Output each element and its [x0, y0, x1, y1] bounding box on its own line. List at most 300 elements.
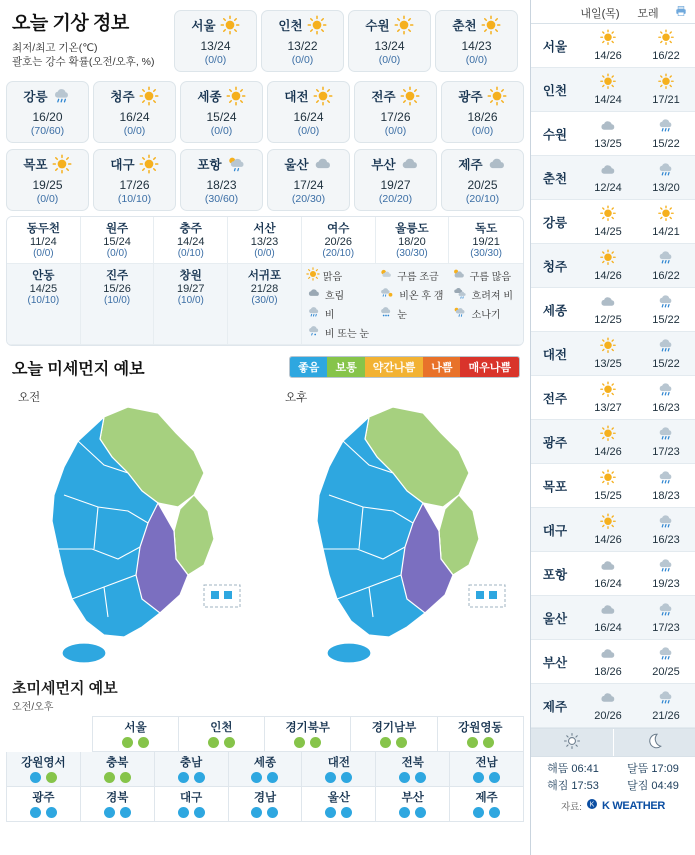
city-card[interactable] [354, 149, 437, 211]
pm-dot [120, 772, 131, 783]
tomorrow-cell [579, 381, 637, 414]
region-name: 대구 [180, 792, 203, 805]
forecast-row [531, 464, 695, 508]
region-name: 강원영서 [21, 757, 66, 770]
am-dot [399, 807, 410, 818]
today-city-row-1 [168, 10, 524, 72]
region-prob: (0/0) [254, 248, 275, 260]
city-name: 울산 [542, 611, 568, 626]
region-prob: (0/10) [177, 248, 204, 260]
city-temp: 16/24 [293, 110, 324, 125]
temp: 16/22 [652, 50, 680, 63]
sunny-icon [139, 86, 159, 110]
temp: 13/20 [652, 182, 680, 195]
am-dot [30, 807, 41, 818]
tomorrow-cell [579, 557, 637, 590]
tomorrow-cell [579, 161, 637, 194]
region-name: 인천 [210, 722, 233, 735]
legend-label: 비온 후 갬 [399, 291, 444, 303]
regional-forecast-table [6, 216, 524, 346]
dayafter-cell [637, 557, 695, 590]
region-temp: 20/26 [324, 236, 352, 249]
legend-label: 비 [324, 310, 335, 322]
forecast-row [531, 420, 695, 464]
region-prob: (10/10) [27, 295, 60, 307]
temp: 15/22 [652, 138, 680, 151]
region-name: 강원영동 [458, 722, 503, 735]
temp: 16/22 [652, 270, 680, 283]
city-card[interactable] [267, 149, 350, 211]
svg-text:K: K [589, 801, 595, 809]
dayafter-cell [637, 469, 695, 502]
legend-label: 흐려져 비 [471, 291, 514, 303]
rain-icon [656, 652, 676, 666]
scale-normal: 보통 [327, 357, 364, 377]
dayafter-cell [637, 645, 695, 678]
tomorrow-cell [579, 601, 637, 634]
ultrafine-row-3 [6, 787, 524, 822]
sunny-icon [313, 86, 333, 110]
city-name: 서울 [542, 39, 568, 54]
city-name: 청주 [542, 259, 568, 274]
korea-map-pm-svg [273, 399, 523, 671]
city-name: 강릉 [23, 90, 48, 105]
ultrafine-cell [302, 752, 376, 787]
city-name: 목포 [23, 158, 48, 173]
dayafter-cell [637, 29, 695, 62]
ultrafine-row-1 [6, 716, 524, 752]
sunrise-value: 06:41 [571, 763, 599, 775]
two-day-forecast-list [531, 23, 695, 728]
temp: 20/25 [652, 666, 680, 679]
weather-icon-legend [302, 264, 523, 345]
dust-title: 오늘 미세먼지 예보 [12, 361, 145, 379]
city-temp: 17/26 [119, 178, 150, 193]
ultrafine-cell [376, 787, 450, 822]
ultrafine-cell [179, 716, 265, 752]
forecast-row [531, 156, 695, 200]
city-card[interactable] [6, 149, 89, 211]
table-cell [81, 264, 155, 345]
city-name: 대전 [542, 347, 568, 362]
region-temp: 15/26 [103, 283, 131, 296]
city-name: 세종 [542, 303, 568, 318]
sunny-icon [306, 267, 320, 284]
city-prob: (20/10) [465, 193, 500, 206]
legend-item [378, 286, 446, 303]
am-dot [208, 737, 219, 748]
city-name: 수원 [365, 19, 390, 34]
forecast-row [531, 508, 695, 552]
am-dot [473, 807, 484, 818]
table-cell [81, 217, 155, 264]
rain-then-clear-icon [378, 286, 396, 303]
city-temp: 14/23 [461, 38, 492, 53]
tomorrow-cell [579, 469, 637, 502]
table-cell [302, 217, 376, 264]
region-name: 서귀포 [247, 270, 282, 283]
city-name: 제주 [458, 158, 483, 173]
pm-dot [415, 807, 426, 818]
moon-times [613, 761, 693, 794]
temp: 17/23 [652, 446, 680, 459]
pm-dot [138, 737, 149, 748]
am-dot [104, 772, 115, 783]
forecast-row [531, 640, 695, 684]
region-temp: 15/24 [103, 236, 131, 249]
region-name: 경북 [106, 792, 129, 805]
region-name: 서울 [124, 722, 147, 735]
pm-dot [194, 807, 205, 818]
city-card[interactable] [261, 10, 344, 72]
city-card[interactable] [93, 149, 176, 211]
right-panel [530, 0, 695, 855]
tomorrow-cell [579, 249, 637, 282]
sunny-icon [656, 80, 676, 94]
am-dot [30, 772, 41, 783]
region-temp: 11/24 [29, 236, 57, 249]
cloudy-icon [598, 608, 618, 622]
city-card[interactable] [435, 10, 518, 72]
tomorrow-cell [579, 645, 637, 678]
city-card[interactable] [441, 149, 524, 211]
temp: 14/26 [594, 446, 622, 459]
sunny-icon [656, 36, 676, 50]
city-name: 포항 [197, 158, 222, 173]
header-sub-line1: 최저/최고 기온(℃) [12, 42, 98, 54]
tomorrow-cell [579, 117, 637, 150]
ultrafine-cell [450, 752, 524, 787]
region-name: 울산 [327, 792, 350, 805]
city-card[interactable] [441, 81, 524, 143]
sunny-icon [598, 432, 618, 446]
sunny-icon [226, 86, 246, 110]
city-card[interactable] [348, 10, 431, 72]
forecast-row [531, 68, 695, 112]
rain-icon [656, 344, 676, 358]
dayafter-cell [637, 381, 695, 414]
pm-dot [46, 807, 57, 818]
ultrafine-cell [450, 787, 524, 822]
dayafter-cell [637, 161, 695, 194]
temp: 16/23 [652, 402, 680, 415]
dayafter-cell [637, 689, 695, 722]
city-name: 춘천 [542, 171, 568, 186]
moonrise-label: 달뜸 [627, 763, 649, 775]
city-prob: (0/0) [123, 125, 146, 138]
table-cell [7, 264, 81, 345]
print-icon[interactable] [673, 4, 689, 21]
map-am-label: 오전 [18, 392, 41, 405]
city-name: 전주 [371, 90, 396, 105]
ultrafine-cell [265, 716, 351, 752]
city-card[interactable] [93, 81, 176, 143]
source-prefix: 자료: [560, 801, 582, 813]
forecast-row [531, 596, 695, 640]
temp: 13/27 [594, 402, 622, 415]
dayafter-cell [637, 249, 695, 282]
city-temp: 17/24 [293, 178, 324, 193]
sunny-icon [400, 86, 420, 110]
city-name: 포항 [542, 567, 568, 582]
region-temp: 14/25 [29, 283, 58, 296]
tomorrow-cell [579, 513, 637, 546]
region-name: 충남 [180, 757, 203, 770]
moonset-value: 04:49 [651, 779, 679, 792]
ultrafine-cell [155, 752, 229, 787]
dayafter-cell [637, 293, 695, 326]
am-dot [251, 807, 262, 818]
temp: 19/23 [652, 578, 680, 591]
sun-moon-times [531, 757, 695, 794]
pm-dot [310, 737, 321, 748]
city-temp: 16/24 [119, 110, 150, 125]
temp: 15/25 [594, 490, 622, 503]
city-temp: 16/20 [32, 110, 63, 125]
kweather-logo-icon [586, 798, 598, 813]
legend-label: 눈 [397, 310, 407, 322]
forecast-row [531, 112, 695, 156]
moonset-label: 달짐 [627, 779, 649, 792]
region-name: 경남 [253, 792, 277, 805]
table-cell [228, 264, 302, 345]
cloudy-icon [598, 124, 618, 138]
sun-moon-header [531, 728, 695, 757]
region-name: 세종 [253, 757, 277, 770]
today-city-row-3 [0, 149, 530, 211]
rain-snow-icon [306, 324, 322, 341]
region-name: 경기북부 [285, 722, 330, 735]
region-name: 원주 [105, 223, 129, 236]
city-temp: 13/24 [200, 38, 231, 53]
city-name: 광주 [458, 90, 483, 105]
rain-icon [656, 432, 676, 446]
city-temp: 20/25 [467, 178, 498, 193]
city-name: 수원 [542, 127, 568, 142]
city-temp: 17/26 [380, 110, 411, 125]
temp: 14/25 [594, 226, 622, 239]
sunset-label: 해짐 [547, 779, 569, 792]
table-row [7, 217, 523, 264]
temp: 20/26 [594, 710, 622, 723]
source-line [531, 794, 695, 813]
sunset-value: 17:53 [571, 779, 599, 792]
dust-scale-legend [289, 356, 520, 378]
moon-icon [644, 732, 664, 750]
ultrafine-cell [229, 787, 303, 822]
temp: 13/25 [594, 358, 622, 371]
temp: 17/23 [652, 622, 680, 635]
region-prob: (30/0) [251, 295, 278, 307]
sunrise-label: 해뜸 [547, 763, 569, 775]
legend-label: 구름 조금 [397, 272, 439, 284]
city-card[interactable] [6, 81, 89, 143]
map-pm-label: 오후 [285, 392, 308, 405]
legend-item [451, 286, 519, 303]
sunny-icon [598, 80, 618, 94]
today-city-row-2 [0, 81, 530, 143]
cloudy-rain-icon [451, 286, 469, 303]
dust-forecast-section [0, 352, 530, 675]
tomorrow-cell [579, 689, 637, 722]
source-name: K WEATHER [601, 799, 666, 812]
sunny-icon [598, 212, 618, 226]
city-name: 목포 [542, 479, 568, 494]
korea-map-pm[interactable] [273, 399, 523, 671]
tomorrow-cell [579, 425, 637, 458]
city-prob: (0/0) [36, 193, 59, 206]
sunny-icon [394, 15, 414, 39]
legend-item [451, 305, 519, 322]
cloudy-icon [598, 696, 618, 710]
dayafter-header: 모레 [637, 7, 659, 20]
region-name: 대전 [327, 757, 350, 770]
sunny-icon [487, 86, 507, 110]
temp: 17/21 [652, 94, 680, 107]
sunny-icon [307, 15, 327, 39]
tomorrow-cell [579, 73, 637, 106]
sunny-icon [220, 15, 240, 39]
ultrafine-row-2 [6, 752, 524, 787]
city-prob: (0/0) [384, 125, 407, 138]
region-name: 광주 [32, 792, 55, 805]
city-name: 대전 [284, 90, 309, 105]
temp: 21/26 [652, 710, 680, 723]
am-dot [251, 772, 262, 783]
dayafter-cell [637, 73, 695, 106]
pm-dot [341, 807, 352, 818]
am-dot [104, 807, 115, 818]
city-prob: (0/0) [297, 125, 320, 138]
rain-icon [656, 300, 676, 314]
ultrafine-cell [351, 716, 437, 752]
city-prob: (0/0) [471, 125, 494, 138]
city-name: 청주 [110, 90, 135, 105]
region-prob: (0/0) [33, 248, 54, 260]
temp: 12/25 [594, 314, 622, 327]
city-prob: (0/0) [465, 53, 488, 66]
mostly-cloudy-icon [451, 267, 467, 284]
city-temp: 13/24 [374, 38, 405, 53]
city-card[interactable] [267, 81, 350, 143]
city-name: 강릉 [542, 215, 568, 230]
region-prob: (20/10) [322, 248, 355, 260]
table-cell [376, 217, 450, 264]
tomorrow-cell [579, 337, 637, 370]
legend-label: 구름 많음 [469, 272, 512, 284]
am-dot [473, 772, 484, 783]
cloudy-icon [598, 564, 618, 578]
ultrafine-cell [155, 787, 229, 822]
pm-dot [483, 737, 494, 748]
scale-very-bad: 매우나쁨 [460, 357, 519, 377]
pm-dot [224, 737, 235, 748]
temp: 16/24 [594, 622, 622, 635]
pm-dot [267, 807, 278, 818]
temp: 16/23 [652, 534, 680, 547]
city-temp: 18/26 [467, 110, 498, 125]
temp: 13/25 [594, 138, 622, 151]
ultrafine-dust-section [6, 677, 524, 822]
cloudy-icon [598, 168, 618, 182]
region-name: 서산 [253, 223, 276, 236]
sunny-icon [598, 520, 618, 534]
city-card[interactable] [180, 81, 263, 143]
ultrafine-cell [438, 716, 524, 752]
city-prob: (0/0) [378, 53, 401, 66]
temp: 14/24 [594, 94, 622, 107]
partly-cloudy-icon [378, 267, 394, 284]
rain-icon [656, 476, 676, 490]
overcast-icon [306, 286, 322, 303]
legend-item [306, 324, 374, 341]
spacer-cell [6, 716, 92, 752]
city-card[interactable] [174, 10, 257, 72]
legend-item [451, 267, 519, 284]
temp: 14/26 [594, 534, 622, 547]
city-prob: (0/0) [291, 53, 314, 66]
region-name: 울릉도 [395, 223, 429, 236]
region-temp: 18/20 [398, 236, 426, 249]
rain-icon [656, 388, 676, 402]
pm-dot [267, 772, 278, 783]
city-prob: (70/60) [30, 125, 65, 138]
legend-label: 소나기 [471, 310, 501, 322]
region-prob: (0/0) [106, 248, 128, 260]
page-title: 오늘 기상 정보 [12, 13, 129, 34]
region-name: 충북 [106, 757, 129, 770]
city-prob: (20/20) [378, 193, 413, 206]
header-sub-line2: 괄호는 강수 확률(오전/오후, %) [12, 56, 155, 69]
city-name: 인천 [278, 19, 303, 34]
rain-icon [306, 305, 322, 322]
city-temp: 19/25 [32, 178, 63, 193]
legend-label: 맑음 [322, 272, 343, 284]
region-prob: (10/0) [104, 295, 131, 307]
ultrafine-subtitle: 오전/오후 [12, 702, 54, 714]
sunny-icon [656, 212, 676, 226]
ultrafine-cell [81, 752, 155, 787]
city-name: 전주 [542, 391, 568, 406]
dayafter-cell [637, 601, 695, 634]
city-name: 부산 [542, 655, 568, 670]
am-dot [325, 772, 336, 783]
table-row [7, 264, 523, 345]
forecast-row [531, 244, 695, 288]
city-name: 광주 [542, 435, 568, 450]
region-name: 독도 [475, 223, 498, 236]
city-card[interactable] [354, 81, 437, 143]
region-temp: 19/21 [472, 236, 500, 249]
region-name: 제주 [475, 792, 498, 805]
temp: 14/26 [594, 270, 622, 283]
rain-icon [656, 168, 676, 182]
city-card[interactable] [180, 149, 263, 211]
region-name: 여수 [327, 223, 350, 236]
pm-dot [120, 807, 131, 818]
ultrafine-cell [81, 787, 155, 822]
sunny-icon [139, 154, 159, 178]
am-dot [467, 737, 478, 748]
scale-slightly-bad: 약간나쁨 [365, 357, 424, 377]
scale-bad: 나쁨 [423, 357, 460, 377]
cloudy-icon [313, 154, 333, 178]
korea-map-am[interactable] [8, 399, 258, 671]
ultrafine-cell [7, 752, 81, 787]
region-prob: (30/30) [470, 248, 502, 260]
region-name: 부산 [401, 792, 424, 805]
region-name: 경기남부 [371, 722, 417, 735]
